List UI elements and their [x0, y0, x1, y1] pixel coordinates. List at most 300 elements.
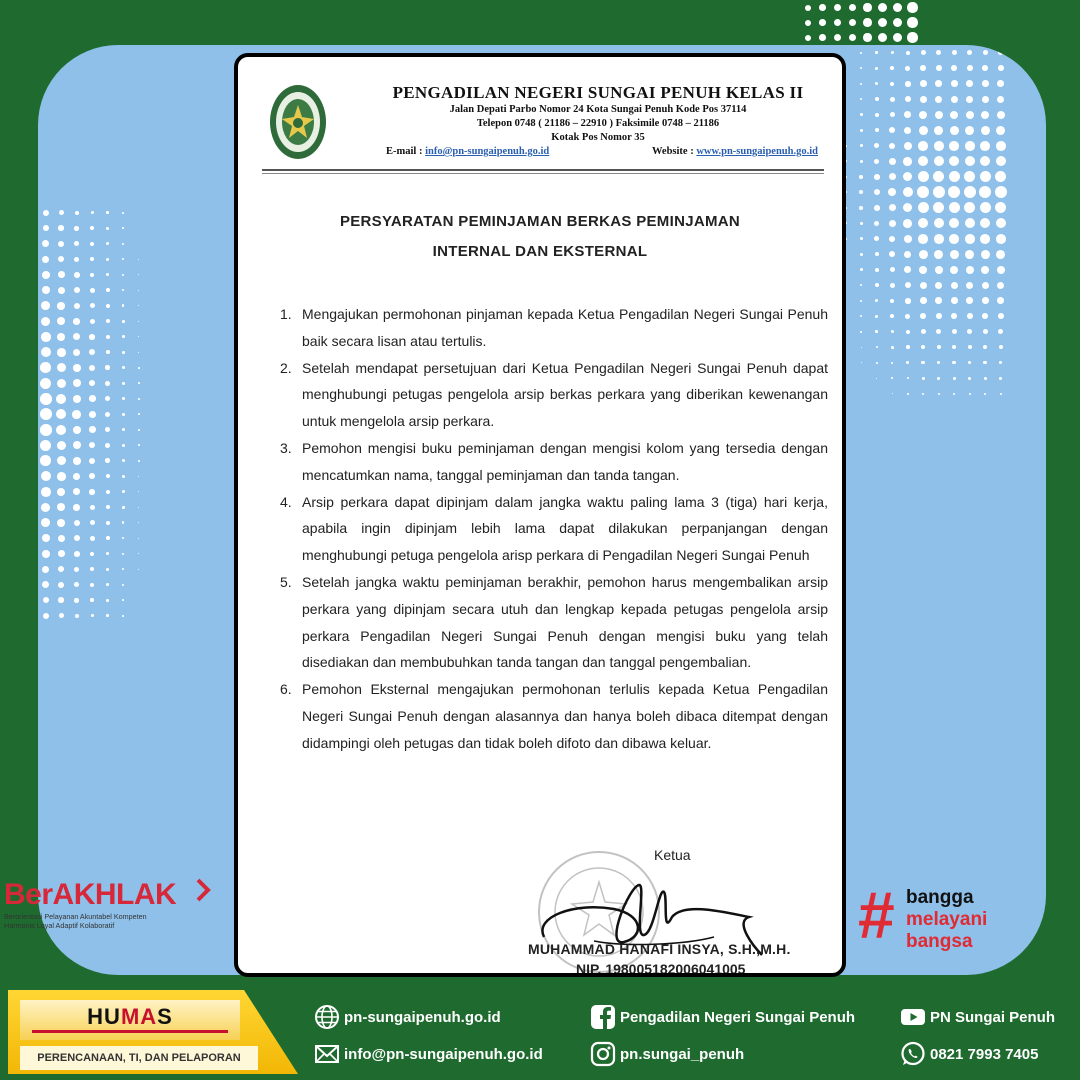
- decorative-dot: [920, 80, 927, 87]
- decorative-dot: [996, 234, 1006, 244]
- decorative-dot: [56, 394, 66, 404]
- decorative-dot: [863, 33, 871, 41]
- decorative-dot: [73, 441, 81, 449]
- decorative-dot: [922, 377, 925, 380]
- decorative-dot: [40, 362, 51, 373]
- decorative-dot: [891, 377, 893, 379]
- mail-icon: [314, 1041, 340, 1067]
- whatsapp-icon: [900, 1041, 926, 1067]
- berakhlak-word: BerAKHLAK: [4, 878, 177, 911]
- decorative-dot: [73, 473, 80, 480]
- decorative-dot: [74, 241, 79, 246]
- decorative-dot: [860, 222, 863, 225]
- decorative-dot: [105, 412, 110, 417]
- decorative-dot: [906, 330, 910, 334]
- item-number: 6.: [280, 681, 292, 698]
- decorative-dot: [122, 366, 125, 369]
- decorative-dot: [875, 299, 878, 302]
- decorative-dot: [918, 234, 928, 244]
- letterhead-divider-thin: [262, 173, 824, 174]
- item-number: 1.: [280, 306, 292, 322]
- footer-whatsapp-text: 0821 7993 7405: [930, 1045, 1039, 1063]
- decorative-dot: [980, 218, 990, 228]
- footer-facebook[interactable]: [590, 1004, 855, 1030]
- berakhlak-tagline-2: Harmonis Loyal Adaptif Kolaboratif: [4, 921, 115, 930]
- decorative-dot: [903, 187, 913, 197]
- decorative-dot: [967, 65, 973, 71]
- decorative-dot: [965, 234, 975, 244]
- decorative-dot: [860, 83, 862, 85]
- decorative-dot: [889, 251, 895, 257]
- decorative-dot: [138, 321, 139, 322]
- decorative-dot: [980, 202, 991, 213]
- email-label: E-mail :: [386, 146, 423, 157]
- decorative-dot: [41, 301, 50, 310]
- title-line-2: INTERNAL DAN EKSTERNAL: [432, 243, 648, 260]
- decorative-dot: [122, 521, 125, 524]
- decorative-dot: [106, 505, 110, 509]
- decorative-dot: [57, 363, 66, 372]
- decorative-dot: [106, 304, 110, 308]
- decorative-dot: [919, 250, 928, 259]
- decorative-dot: [42, 550, 50, 558]
- decorative-dot: [57, 519, 65, 527]
- decorative-dot: [951, 65, 957, 71]
- decorative-dot: [42, 581, 49, 588]
- decorative-dot: [106, 242, 109, 245]
- decorative-dot: [58, 287, 65, 294]
- decorative-dot: [982, 282, 989, 289]
- decorative-dot: [72, 410, 81, 419]
- decorative-dot: [74, 520, 80, 526]
- signatory-nip: NIP. 198005182006041005: [576, 961, 746, 977]
- decorative-dot: [952, 345, 956, 349]
- decorative-dot: [106, 614, 109, 617]
- youtube-icon: [900, 1004, 926, 1030]
- decorative-dot: [74, 567, 79, 572]
- decorative-dot: [106, 335, 110, 339]
- decorative-dot: [849, 19, 857, 27]
- decorative-dot: [90, 552, 94, 556]
- footer-email[interactable]: [314, 1041, 543, 1067]
- decorative-dot: [875, 268, 879, 272]
- decorative-dot: [935, 282, 942, 289]
- decorative-dot: [138, 444, 140, 446]
- decorative-dot: [138, 476, 139, 477]
- decorative-dot: [966, 80, 973, 87]
- decorative-dot: [41, 471, 51, 481]
- decorative-dot: [58, 597, 64, 603]
- decorative-dot: [106, 552, 109, 555]
- list-item: [280, 489, 828, 569]
- decorative-dot: [122, 615, 124, 617]
- decorative-dot: [905, 298, 911, 304]
- decorative-dot: [890, 66, 894, 70]
- decorative-dot: [999, 361, 1003, 365]
- decorative-dot: [90, 288, 95, 293]
- decorative-dot: [860, 129, 863, 132]
- decorative-dot: [75, 614, 79, 618]
- letterhead: [348, 83, 818, 157]
- decorative-dot: [73, 379, 81, 387]
- decorative-dot: [892, 393, 893, 394]
- decorative-dot: [74, 287, 80, 293]
- decorative-dot: [860, 284, 862, 286]
- decorative-dot: [89, 380, 95, 386]
- decorative-dot: [138, 553, 139, 554]
- decorative-dot: [89, 349, 95, 355]
- dot-pattern-left: [38, 205, 148, 625]
- decorative-dot: [904, 127, 911, 134]
- decorative-dot: [122, 351, 125, 354]
- decorative-dot: [805, 35, 811, 41]
- decorative-dot: [890, 299, 894, 303]
- decorative-dot: [936, 329, 941, 334]
- decorative-dot: [106, 474, 110, 478]
- decorative-dot: [56, 409, 66, 419]
- item-number: 5.: [280, 573, 292, 590]
- decorative-dot: [122, 320, 125, 323]
- decorative-dot: [905, 282, 911, 288]
- decorative-dot: [981, 266, 989, 274]
- item-number: 4.: [280, 493, 292, 510]
- decorative-dot: [981, 111, 989, 119]
- decorative-dot: [950, 111, 958, 119]
- decorative-dot: [860, 67, 862, 69]
- humas-title: [20, 1004, 240, 1030]
- decorative-dot: [105, 458, 110, 463]
- decorative-dot: [874, 189, 880, 195]
- decorative-dot: [983, 329, 988, 334]
- decorative-dot: [90, 598, 94, 602]
- decorative-dot: [983, 50, 988, 55]
- decorative-dot: [891, 346, 894, 349]
- decorative-dot: [41, 332, 51, 342]
- decorative-dot: [57, 456, 66, 465]
- decorative-dot: [43, 597, 49, 603]
- decorative-dot: [74, 551, 80, 557]
- list-item: [280, 435, 828, 489]
- decorative-dot: [860, 52, 862, 54]
- decorative-dot: [138, 398, 140, 400]
- decorative-dot: [965, 250, 974, 259]
- footer-website-text: pn-sungaipenuh.go.id: [344, 1008, 501, 1026]
- decorative-dot: [933, 202, 944, 213]
- decorative-dot: [906, 361, 909, 364]
- decorative-dot: [89, 395, 96, 402]
- decorative-dot: [951, 80, 958, 87]
- decorative-dot: [949, 156, 959, 166]
- decorative-dot: [997, 96, 1004, 103]
- decorative-dot: [859, 206, 863, 210]
- decorative-dot: [889, 173, 896, 180]
- decorative-dot: [819, 34, 826, 41]
- hashtag-symbol: #: [858, 878, 895, 952]
- decorative-dot: [122, 304, 125, 307]
- decorative-dot: [906, 51, 910, 55]
- decorative-dot: [936, 65, 942, 71]
- decorative-dot: [918, 171, 929, 182]
- decorative-dot: [984, 377, 987, 380]
- letterhead-divider: [262, 169, 824, 171]
- decorative-dot: [951, 313, 957, 319]
- decorative-dot: [90, 273, 94, 277]
- decorative-dot: [860, 331, 862, 333]
- decorative-dot: [996, 218, 1006, 228]
- decorative-dot: [860, 253, 863, 256]
- chevron-right-icon: [194, 878, 214, 902]
- decorative-dot: [935, 111, 943, 119]
- decorative-dot: [73, 333, 80, 340]
- decorative-dot: [138, 382, 140, 384]
- decorative-dot: [918, 156, 928, 166]
- decorative-dot: [90, 303, 95, 308]
- decorative-dot: [920, 313, 926, 319]
- footer-email-text: info@pn-sungaipenuh.go.id: [344, 1045, 543, 1063]
- decorative-dot: [874, 159, 879, 164]
- decorative-dot: [999, 377, 1002, 380]
- decorative-dot: [138, 305, 139, 306]
- decorative-dot: [903, 172, 912, 181]
- list-item: [280, 301, 828, 355]
- decorative-dot: [90, 536, 95, 541]
- signatory-title: Ketua: [654, 847, 691, 863]
- signatory-name: MUHAMMAD HANAFI INSYA, S.H.,M.H.: [528, 941, 791, 957]
- court-emblem-icon: [268, 83, 328, 161]
- decorative-dot: [889, 236, 895, 242]
- item-text: Pemohon Eksternal mengajukan permohonan terlulis kepada Ketua Pengadilan Negeri Sungai Penuh dengan alasannya dan hanya boleh dibaca ditempat dengan didampingi oleh petugas dan tidak boleh difoto dan dibawa keluar.: [302, 681, 828, 751]
- decorative-dot: [58, 566, 64, 572]
- decorative-dot: [74, 226, 79, 231]
- decorative-dot: [966, 297, 973, 304]
- decorative-dot: [996, 126, 1005, 135]
- decorative-dot: [89, 489, 95, 495]
- decorative-dot: [860, 237, 863, 240]
- decorative-dot: [968, 377, 971, 380]
- decorative-dot: [860, 315, 862, 317]
- decorative-dot: [934, 250, 943, 259]
- decorative-dot: [906, 345, 910, 349]
- decorative-dot: [982, 297, 989, 304]
- decorative-dot: [875, 67, 878, 70]
- decorative-dot: [904, 235, 912, 243]
- decorative-dot: [122, 475, 125, 478]
- decorative-dot: [819, 19, 826, 26]
- decorative-dot: [138, 429, 140, 431]
- decorative-dot: [934, 218, 944, 228]
- decorative-dot: [58, 271, 65, 278]
- decorative-dot: [819, 4, 826, 11]
- decorative-dot: [949, 141, 959, 151]
- decorative-dot: [138, 460, 140, 462]
- decorative-dot: [138, 336, 139, 337]
- title-line-1: PERSYARATAN PEMINJAMAN BERKAS PEMINJAMAN: [339, 213, 741, 230]
- footer-website[interactable]: [314, 1004, 501, 1030]
- decorative-dot: [907, 17, 917, 27]
- decorative-dot: [889, 204, 896, 211]
- decorative-dot: [982, 96, 989, 103]
- decorative-dot: [89, 365, 95, 371]
- decorative-dot: [74, 582, 79, 587]
- decorative-dot: [122, 289, 124, 291]
- decorative-dot: [90, 583, 94, 587]
- decorative-dot: [876, 378, 877, 379]
- decorative-dot: [58, 550, 65, 557]
- decorative-dot: [73, 364, 81, 372]
- footer-youtube[interactable]: [900, 1004, 1055, 1030]
- email-link[interactable]: info@pn-sungaipenuh.go.id: [425, 146, 550, 157]
- decorative-dot: [89, 426, 96, 433]
- decorative-dot: [58, 241, 64, 247]
- decorative-dot: [90, 505, 95, 510]
- decorative-dot: [918, 202, 929, 213]
- footer-whatsapp[interactable]: [900, 1041, 1038, 1067]
- decorative-dot: [949, 218, 959, 228]
- decorative-dot: [57, 333, 65, 341]
- decorative-dot: [903, 203, 912, 212]
- decorative-dot: [950, 126, 959, 135]
- decorative-dot: [888, 188, 896, 196]
- decorative-dot: [57, 503, 65, 511]
- decorative-dot: [997, 111, 1005, 119]
- decorative-dot: [918, 218, 928, 228]
- decorative-dot: [122, 459, 125, 462]
- item-text: Setelah jangka waktu peminjaman berakhir, pemohon harus mengembalikan arsip perkara yang dipinjam secara utuh dan lengkap kepada petugas pengelola arsip perkara Pengadilan Negeri Sungai Penuh dengan mengisi buku yang telah disediakan dan membubuhkan tanda tangan dan tanggal pengembalian.: [302, 573, 828, 671]
- decorative-dot: [965, 156, 975, 166]
- decorative-dot: [890, 82, 894, 86]
- decorative-dot: [43, 210, 49, 216]
- decorative-dot: [57, 317, 65, 325]
- decorative-dot: [122, 413, 125, 416]
- decorative-dot: [122, 212, 124, 214]
- decorative-dot: [57, 441, 66, 450]
- decorative-dot: [138, 569, 139, 570]
- decorative-dot: [43, 613, 49, 619]
- decorative-dot: [907, 2, 917, 12]
- decorative-dot: [860, 268, 863, 271]
- decorative-dot: [58, 535, 65, 542]
- decorative-dot: [863, 18, 871, 26]
- decorative-dot: [90, 319, 95, 324]
- decorative-dot: [73, 457, 81, 465]
- decorative-dot: [936, 50, 941, 55]
- decorative-dot: [934, 126, 943, 135]
- decorative-dot: [74, 257, 79, 262]
- decorative-dot: [953, 393, 955, 395]
- decorative-dot: [122, 382, 125, 385]
- decorative-dot: [982, 313, 988, 319]
- decorative-dot: [951, 96, 958, 103]
- decorative-dot: [907, 32, 917, 42]
- decorative-dot: [105, 396, 110, 401]
- decorative-dot: [874, 221, 879, 226]
- berakhlak-tagline-1: Berorientasi Pelayanan Akuntabel Kompeten: [4, 912, 147, 921]
- decorative-dot: [122, 243, 124, 245]
- court-name: PENGADILAN NEGERI SUNGAI PENUH KELAS II: [392, 83, 804, 102]
- decorative-dot: [41, 347, 51, 357]
- decorative-dot: [890, 267, 895, 272]
- decorative-dot: [937, 361, 941, 365]
- decorative-dot: [122, 553, 124, 555]
- decorative-dot: [73, 488, 80, 495]
- decorative-dot: [951, 282, 958, 289]
- decorative-dot: [889, 127, 895, 133]
- bangga-melayani-bangsa-logo: [858, 878, 1058, 956]
- decorative-dot: [890, 112, 895, 117]
- decorative-dot: [920, 65, 926, 71]
- decorative-dot: [935, 80, 942, 87]
- footer-youtube-text: PN Sungai Penuh: [930, 1008, 1056, 1026]
- decorative-dot: [995, 186, 1007, 198]
- decorative-dot: [905, 66, 910, 71]
- decorative-dot: [875, 252, 879, 256]
- decorative-dot: [106, 319, 110, 323]
- footer-instagram[interactable]: [590, 1041, 744, 1067]
- decorative-dot: [57, 379, 66, 388]
- decorative-dot: [106, 258, 109, 261]
- decorative-dot: [907, 377, 909, 379]
- document-sheet: [234, 53, 846, 977]
- item-text: Setelah mendapat persetujuan dari Ketua Pengadilan Negeri Sungai Penuh dapat menghubungi petugas pengelola arsip berkas perkara yang diberikan kewenangan untuk mengelola arsip perkara.: [302, 359, 828, 430]
- decorative-dot: [966, 266, 974, 274]
- decorative-dot: [952, 361, 956, 365]
- decorative-dot: [891, 51, 894, 54]
- decorative-dot: [934, 156, 944, 166]
- decorative-dot: [920, 282, 927, 289]
- decorative-dot: [40, 424, 52, 436]
- decorative-dot: [893, 3, 903, 13]
- decorative-dot: [89, 442, 95, 448]
- decorative-dot: [73, 318, 80, 325]
- decorative-dot: [919, 266, 927, 274]
- decorative-dot: [106, 583, 109, 586]
- decorative-dot: [106, 521, 110, 525]
- decorative-dot: [41, 518, 50, 527]
- decorative-dot: [878, 18, 887, 27]
- decorative-dot: [995, 202, 1006, 213]
- decorative-dot: [998, 50, 1003, 55]
- decorative-dot: [859, 175, 863, 179]
- decorative-dot: [935, 96, 942, 103]
- decorative-dot: [889, 158, 896, 165]
- decorative-dot: [933, 186, 945, 198]
- decorative-dot: [57, 488, 65, 496]
- decorative-dot: [996, 141, 1006, 151]
- decorative-dot: [980, 171, 991, 182]
- decorative-dot: [935, 297, 942, 304]
- decorative-dot: [40, 455, 51, 466]
- website-label: Website :: [651, 146, 694, 157]
- decorative-dot: [878, 3, 887, 12]
- decorative-dot: [919, 111, 927, 119]
- website-link[interactable]: www.pn-sungaipenuh.go.id: [696, 146, 818, 157]
- decorative-dot: [58, 582, 64, 588]
- decorative-dot: [43, 225, 49, 231]
- decorative-dot: [917, 186, 929, 198]
- decorative-dot: [950, 266, 958, 274]
- decorative-dot: [58, 256, 64, 262]
- decorative-dot: [40, 378, 51, 389]
- decorative-dot: [998, 65, 1004, 71]
- decorative-dot: [138, 413, 140, 415]
- decorative-dot: [138, 491, 139, 492]
- decorative-dot: [859, 190, 863, 194]
- decorative-dot: [968, 345, 972, 349]
- decorative-dot: [90, 242, 94, 246]
- decorative-dot: [138, 259, 139, 260]
- decorative-dot: [921, 345, 925, 349]
- decorative-dot: [122, 537, 124, 539]
